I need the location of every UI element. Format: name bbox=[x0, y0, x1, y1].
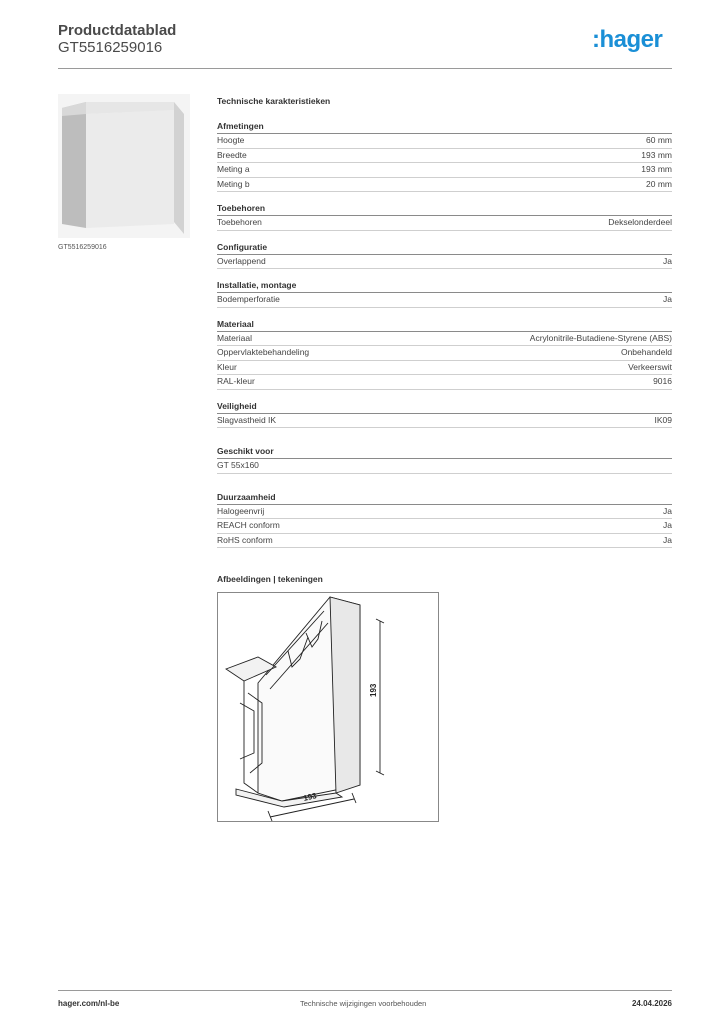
dimension-width-label: 193 bbox=[302, 791, 318, 803]
spec-key: Kleur bbox=[217, 361, 237, 372]
spec-key: RAL-kleur bbox=[217, 376, 255, 386]
header-divider bbox=[58, 68, 672, 69]
spec-value: Acrylonitrile-Butadiene-Styrene (ABS) bbox=[529, 332, 672, 343]
spec-value: 60 mm bbox=[646, 135, 672, 145]
spec-row bbox=[217, 505, 672, 520]
section-afmetingen bbox=[217, 120, 672, 192]
section-title: Afmetingen bbox=[217, 120, 672, 134]
section-title: Duurzaamheid bbox=[217, 491, 672, 505]
page-title: Productdatablad bbox=[58, 22, 177, 39]
section-materiaal bbox=[217, 318, 672, 390]
spec-value: 9016 bbox=[653, 376, 672, 386]
spec-heading: Technische karakteristieken bbox=[217, 96, 331, 106]
spec-key: Oppervlaktebehandeling bbox=[217, 347, 310, 357]
spec-key: Halogeenvrij bbox=[217, 505, 265, 516]
spec-row bbox=[217, 216, 672, 231]
spec-key: Meting a bbox=[217, 164, 250, 174]
spec-key: Materiaal bbox=[217, 332, 252, 343]
spec-value: Ja bbox=[663, 534, 672, 545]
spec-key: Bodemperforatie bbox=[217, 294, 280, 304]
spec-row bbox=[217, 375, 672, 390]
spec-key: Toebehoren bbox=[217, 217, 262, 227]
spec-row bbox=[217, 361, 672, 376]
section-title: Geschikt voor bbox=[217, 445, 672, 459]
spec-value: 193 mm bbox=[641, 164, 672, 174]
spec-row bbox=[217, 134, 672, 149]
spec-value: Verkeerswit bbox=[628, 361, 672, 372]
spec-value: Ja bbox=[663, 255, 672, 266]
section-geschikt-voor bbox=[217, 445, 672, 474]
footer-website-link[interactable]: hager.com/nl-be bbox=[58, 999, 120, 1008]
spec-key: Hoogte bbox=[217, 135, 245, 145]
section-configuratie bbox=[217, 241, 672, 270]
dimension-height-label: 193 bbox=[369, 683, 378, 697]
spec-key: RoHS conform bbox=[217, 534, 273, 545]
spec-row bbox=[217, 178, 672, 193]
spec-key: REACH conform bbox=[217, 520, 280, 530]
section-veiligheid bbox=[217, 400, 672, 429]
section-title: Installatie, montage bbox=[217, 279, 672, 293]
footer-date: 24.04.2026 bbox=[631, 999, 672, 1008]
spec-row bbox=[217, 149, 672, 164]
spec-row bbox=[217, 293, 672, 308]
section-title: Configuratie bbox=[217, 241, 672, 255]
product-photo bbox=[58, 94, 190, 238]
spec-key: Slagvastheid IK bbox=[217, 414, 277, 425]
footer-divider bbox=[58, 990, 672, 991]
spec-value: Dekselonderdeel bbox=[608, 217, 672, 227]
section-duurzaamheid bbox=[217, 491, 672, 549]
spec-table bbox=[217, 96, 672, 558]
section-title: Toebehoren bbox=[217, 202, 672, 216]
spec-row bbox=[217, 414, 672, 429]
footer-notice: Technische wijzigingen voorbehouden bbox=[300, 999, 427, 1008]
spec-value: Ja bbox=[663, 520, 672, 530]
technical-drawing bbox=[217, 592, 439, 822]
spec-key: Overlappend bbox=[217, 255, 266, 266]
spec-value: Ja bbox=[663, 505, 672, 516]
photo-caption: GT5516259016 bbox=[58, 244, 107, 251]
hager-logo: :hager bbox=[592, 26, 663, 53]
spec-value: IK09 bbox=[654, 414, 672, 425]
spec-key: Meting b bbox=[217, 178, 250, 189]
spec-row bbox=[217, 519, 672, 534]
spec-row bbox=[217, 255, 672, 270]
spec-key: GT 55x160 bbox=[217, 460, 259, 470]
section-title: Materiaal bbox=[217, 318, 672, 332]
spec-value: 20 mm bbox=[646, 178, 672, 189]
spec-row bbox=[217, 163, 672, 178]
spec-value: Ja bbox=[663, 294, 672, 304]
product-code: GT5516259016 bbox=[58, 39, 163, 56]
section-title: Veiligheid bbox=[217, 400, 672, 414]
spec-key: Breedte bbox=[217, 149, 247, 160]
spec-row bbox=[217, 459, 672, 474]
images-heading: Afbeeldingen | tekeningen bbox=[217, 574, 323, 584]
section-installatie bbox=[217, 279, 672, 308]
spec-value: Onbehandeld bbox=[620, 347, 672, 357]
section-toebehoren bbox=[217, 202, 672, 231]
spec-row bbox=[217, 534, 672, 549]
spec-value: 193 mm bbox=[641, 149, 672, 160]
spec-row bbox=[217, 346, 672, 361]
spec-row bbox=[217, 332, 672, 347]
